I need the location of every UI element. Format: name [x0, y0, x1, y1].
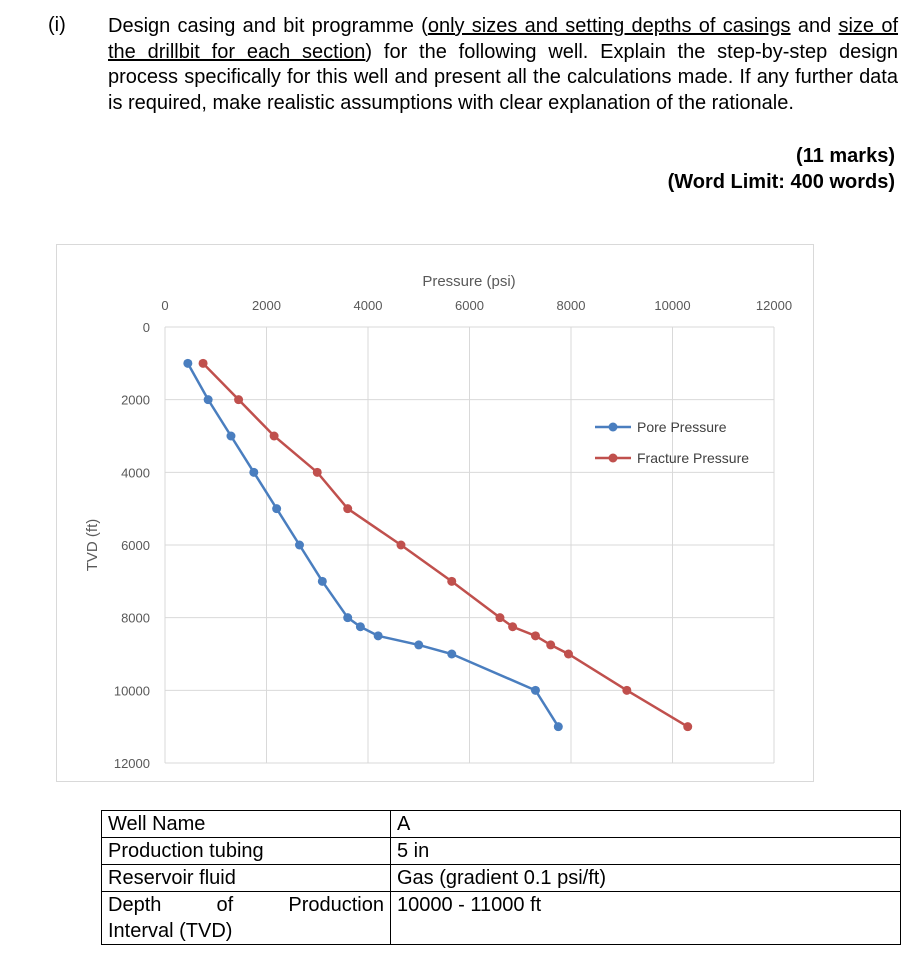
- pressure-chart: [56, 244, 814, 782]
- y-tick-label: 8000: [121, 610, 150, 626]
- data-point: [622, 686, 631, 695]
- data-point: [495, 613, 504, 622]
- data-point: [447, 650, 456, 659]
- y-tick-label: 2000: [121, 392, 150, 408]
- table-cell-label: Reservoir fluid: [102, 865, 391, 892]
- x-tick-label: 8000: [556, 298, 586, 313]
- legend-label: Fracture Pressure: [637, 450, 750, 466]
- question-text-underlined2: size of the drillbit for each section: [108, 15, 899, 63]
- data-point: [270, 432, 279, 441]
- y-tick-label: 0: [142, 320, 150, 335]
- x-tick-label: 10000: [654, 298, 691, 313]
- y-tick-label: 12000: [113, 756, 150, 771]
- depth-label-word: Depth: [108, 894, 162, 916]
- data-point: [396, 541, 405, 550]
- question-text: [108, 14, 898, 116]
- well-info-table: [101, 810, 901, 945]
- data-point: [546, 640, 555, 649]
- data-point: [343, 613, 352, 622]
- data-point: [204, 395, 213, 404]
- table-cell-value: 5 in: [391, 838, 901, 865]
- data-point: [554, 722, 563, 731]
- table-cell-value: A: [391, 811, 901, 838]
- table-cell-value: 10000 - 11000 ft: [391, 892, 901, 945]
- data-point: [683, 722, 692, 731]
- y-tick-label: 6000: [121, 538, 150, 553]
- legend-marker: [609, 423, 618, 432]
- data-point: [414, 640, 423, 649]
- depth-label-line1: [108, 892, 384, 918]
- data-point: [226, 432, 235, 441]
- legend-marker: [609, 454, 618, 463]
- question-text-part2: and: [790, 15, 839, 37]
- data-point: [295, 541, 304, 550]
- x-tick-label: 6000: [455, 298, 484, 313]
- data-point: [343, 504, 352, 513]
- data-point: [313, 468, 322, 477]
- depth-label-word: of: [216, 894, 234, 916]
- data-point: [531, 631, 540, 640]
- question-text-part1: Design casing and bit programme (: [108, 15, 428, 37]
- data-point: [272, 504, 281, 513]
- data-point: [374, 631, 383, 640]
- y-tick-label: 10000: [113, 683, 150, 699]
- depth-label-word: Production: [288, 894, 384, 916]
- table-row: [102, 865, 901, 892]
- x-tick-label: 4000: [353, 298, 383, 313]
- question-text-underlined1: only sizes and setting depths of casings: [427, 15, 791, 37]
- x-tick-label: 12000: [755, 298, 793, 313]
- depth-label-line2: Interval (TVD): [108, 920, 233, 942]
- legend-label: Pore Pressure: [637, 419, 727, 435]
- data-point: [234, 395, 243, 404]
- data-point: [508, 622, 517, 631]
- marks-label: (11 marks): [796, 145, 895, 167]
- table-cell-label: Well Name: [102, 811, 391, 838]
- data-point: [564, 650, 573, 659]
- x-tick-label: 2000: [252, 298, 281, 313]
- question-text-part3: ) for the following well. Explain the step-by-step design process specifically for this well and present all the calculations made. If any further data is required, make realistic assumptions with clear explanation of the rationale.: [108, 40, 898, 114]
- data-point: [183, 359, 192, 368]
- table-row: [102, 811, 901, 838]
- table-row: [102, 892, 901, 945]
- data-point: [356, 622, 365, 631]
- table-cell-value: Gas (gradient 0.1 psi/ft): [391, 865, 901, 892]
- data-point: [531, 686, 540, 695]
- x-axis-title: Pressure (psi): [422, 273, 516, 290]
- data-point: [318, 577, 327, 586]
- table-row: [102, 838, 901, 865]
- x-tick-label: 0: [161, 298, 169, 313]
- y-axis-title: TVD (ft): [84, 518, 101, 572]
- pressure-chart-svg: [57, 245, 815, 783]
- table-cell-label: Production tubing: [102, 838, 391, 865]
- marks-block: [668, 143, 895, 195]
- data-point: [447, 577, 456, 586]
- data-point: [199, 359, 208, 368]
- word-limit-label: (Word Limit: 400 words): [667, 171, 895, 193]
- table-cell-label: [102, 892, 391, 945]
- y-tick-label: 4000: [121, 465, 150, 481]
- data-point: [249, 468, 258, 477]
- question-number: (i): [48, 14, 66, 36]
